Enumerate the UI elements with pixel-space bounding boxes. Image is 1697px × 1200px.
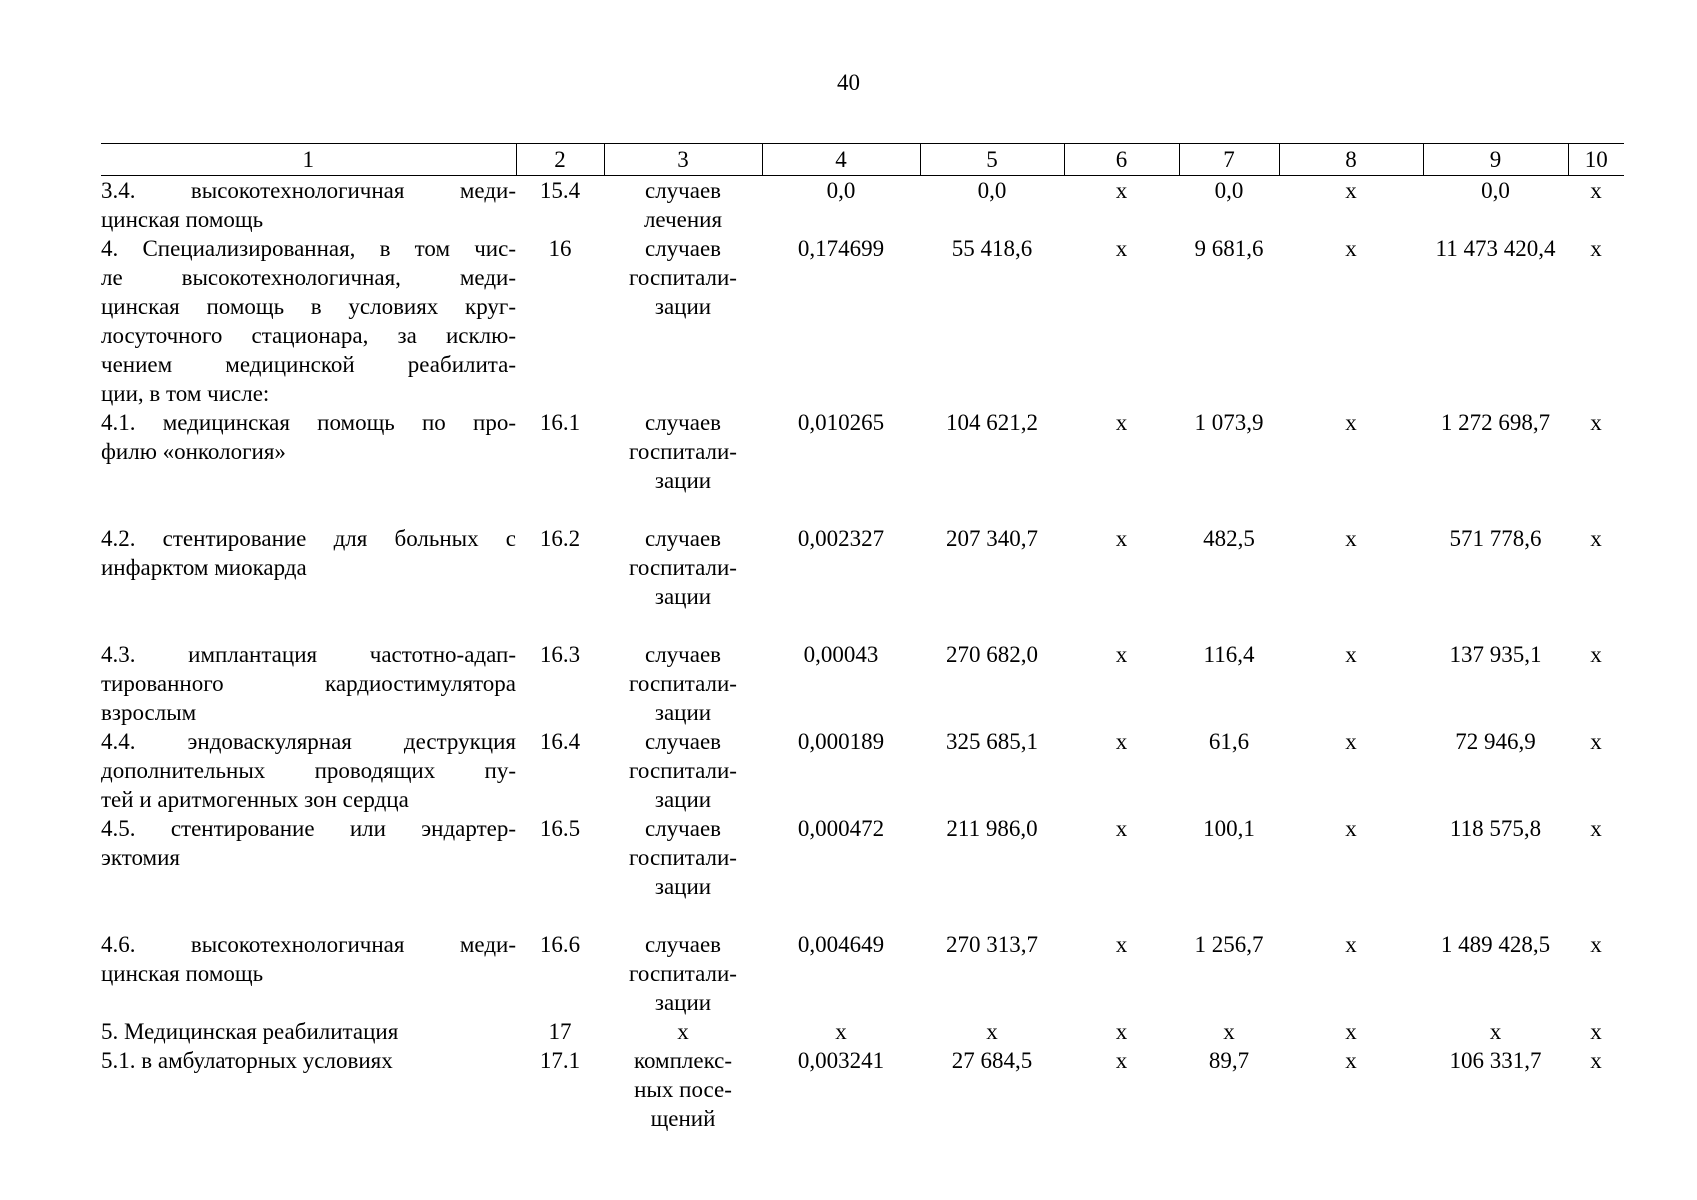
row-value-c5: 270 313,7 [946, 932, 1038, 957]
row-code: 16.1 [539, 410, 581, 435]
row-unit-line: лечения [643, 207, 723, 232]
row-value-c7: 9 681,6 [1194, 236, 1264, 261]
row-name-line: чением медицинской реабилита- [101, 352, 516, 377]
row-value-c4: 0,00043 [803, 642, 879, 667]
row-unit-line: госпитали- [629, 265, 737, 290]
row-value-c9: 1 272 698,7 [1440, 410, 1551, 435]
row-name-line: взрослым [101, 700, 197, 725]
row-unit-line: случаев [644, 236, 722, 261]
row-name-line: цинская помощь в условиях круг- [101, 294, 516, 319]
row-name-line: тей и аритмогенных зон сердца [101, 787, 409, 812]
row-unit-line: зации [654, 787, 712, 812]
row-value-c9: 0,0 [1481, 178, 1510, 203]
row-name-line: эктомия [101, 845, 180, 870]
row-value-c7: 0,0 [1214, 178, 1244, 203]
row-value-c5: 104 621,2 [946, 410, 1038, 435]
row-value-c10: х [1590, 1019, 1602, 1044]
row-code: 16.2 [539, 526, 581, 551]
row-unit-line: госпитали- [629, 555, 737, 580]
row-unit-line: щений [650, 1106, 716, 1131]
row-unit-line: госпитали- [629, 758, 737, 783]
row-unit [604, 234, 762, 408]
row-value-c10: х [1590, 932, 1602, 957]
row-value-c5: 270 682,0 [946, 642, 1038, 667]
row-unit [604, 930, 762, 1017]
row-unit-line: госпитали- [629, 671, 737, 696]
row-value-c9: 137 935,1 [1449, 642, 1542, 667]
row-name-line: филю «онкология» [101, 439, 286, 464]
row-value-c8: х [1345, 1048, 1357, 1073]
data-table [101, 143, 1624, 1133]
row-value-c7: 1 073,9 [1194, 410, 1264, 435]
row-name-line: дополнительных проводящих пу- [101, 758, 516, 783]
table-header-row [101, 144, 1624, 176]
row-name-line: 4.2. стентирование для больных с [101, 526, 516, 551]
row-value-c8: х [1345, 1019, 1357, 1044]
row-value-c6: х [1115, 729, 1128, 754]
row-name-line: 4.5. стентирование или эндартер- [101, 816, 516, 841]
row-unit-line: зации [654, 468, 712, 493]
row-value-c4: 0,000472 [797, 816, 885, 841]
row-value-c7: 89,7 [1208, 1048, 1250, 1073]
row-name [101, 930, 516, 1017]
row-unit-line: зации [654, 874, 712, 899]
row-unit-line: зации [654, 700, 712, 725]
row-code: 16.6 [539, 932, 581, 957]
row-value-c4: 0,000189 [797, 729, 885, 754]
row-unit-line: госпитали- [629, 961, 737, 986]
row-value-c8: х [1345, 236, 1357, 261]
table-row [101, 1017, 1624, 1046]
row-value-c5: 55 418,6 [951, 236, 1033, 261]
row-value-c4: 0,174699 [797, 236, 885, 261]
table-row [101, 408, 1624, 524]
row-value-c9: 106 331,7 [1449, 1048, 1542, 1073]
row-name-line: 4.4. эндоваскулярная деструкция [101, 729, 516, 754]
row-code: 16.3 [539, 642, 581, 667]
column-header: 9 [1423, 144, 1568, 176]
column-header: 8 [1279, 144, 1423, 176]
row-value-c5: х [986, 1019, 998, 1044]
row-value-c4: 0,003241 [797, 1048, 885, 1073]
column-header: 5 [920, 144, 1064, 176]
row-name-line: 5.1. в амбулаторных условиях [101, 1048, 393, 1073]
row-value-c6: х [1115, 816, 1128, 841]
row-unit [604, 408, 762, 524]
row-name [101, 176, 516, 235]
row-value-c8: х [1345, 729, 1357, 754]
row-unit-line: х [677, 1019, 689, 1044]
column-header: 1 [101, 144, 516, 176]
row-value-c10: х [1590, 729, 1602, 754]
row-unit [604, 524, 762, 640]
row-name-line: тированного кардиостимулятора [101, 671, 516, 696]
row-name-line: цинская помощь [101, 961, 264, 986]
row-value-c9: 1 489 428,5 [1440, 932, 1551, 957]
row-value-c8: х [1345, 642, 1357, 667]
row-value-c6: х [1115, 236, 1128, 261]
row-unit-line: ных посе- [634, 1077, 732, 1102]
row-value-c5: 211 986,0 [946, 816, 1038, 841]
table-row [101, 727, 1624, 814]
column-header: 4 [762, 144, 920, 176]
row-name-line: ле высокотехнологичная, меди- [101, 265, 516, 290]
row-code: 17 [548, 1019, 572, 1044]
row-name-line: 5. Медицинская реабилитация [101, 1019, 399, 1044]
row-value-c7: 1 256,7 [1194, 932, 1264, 957]
row-unit-line: госпитали- [629, 845, 737, 870]
row-unit-line: зации [654, 584, 712, 609]
row-name [101, 1046, 516, 1133]
row-value-c10: х [1590, 236, 1602, 261]
row-name-line: ции, в том числе: [101, 381, 270, 406]
table-row [101, 176, 1624, 235]
row-value-c8: х [1345, 178, 1357, 203]
row-name [101, 408, 516, 524]
row-name [101, 524, 516, 640]
table-row [101, 524, 1624, 640]
row-unit [604, 1017, 762, 1046]
row-name [101, 1017, 516, 1046]
column-header: 7 [1179, 144, 1279, 176]
row-value-c6: х [1115, 526, 1128, 551]
row-name-line: 4. Специализированная, в том чис- [101, 236, 516, 261]
row-value-c4: х [835, 1019, 847, 1044]
row-value-c10: х [1590, 526, 1602, 551]
row-code: 16.4 [539, 729, 581, 754]
row-unit-line: случаев [644, 642, 722, 667]
row-value-c7: х [1223, 1019, 1235, 1044]
row-name-line: 3.4. высокотехнологичная меди- [101, 178, 516, 203]
row-unit-line: случаев [644, 526, 722, 551]
row-unit [604, 727, 762, 814]
row-value-c5: 0,0 [977, 178, 1007, 203]
row-unit [604, 1046, 762, 1133]
row-unit-line: случаев [644, 816, 722, 841]
row-value-c9: 118 575,8 [1449, 816, 1542, 841]
row-unit [604, 640, 762, 727]
row-value-c9: 11 473 420,4 [1435, 236, 1556, 261]
row-value-c6: х [1115, 178, 1128, 203]
row-value-c5: 325 685,1 [946, 729, 1038, 754]
row-unit-line: случаев [644, 410, 722, 435]
row-unit-line: госпитали- [629, 439, 737, 464]
row-name [101, 234, 516, 408]
row-value-c7: 482,5 [1203, 526, 1255, 551]
row-value-c6: х [1115, 410, 1128, 435]
row-name-line: 4.6. высокотехнологичная меди- [101, 932, 516, 957]
row-code: 16.5 [539, 816, 581, 841]
row-value-c10: х [1590, 410, 1602, 435]
row-value-c9: х [1489, 1019, 1502, 1044]
row-code: 17.1 [539, 1048, 581, 1073]
row-code: 16 [548, 236, 572, 261]
row-value-c6: х [1115, 642, 1128, 667]
row-name [101, 727, 516, 814]
row-value-c6: х [1115, 1019, 1128, 1044]
row-value-c5: 207 340,7 [946, 526, 1038, 551]
row-value-c10: х [1590, 816, 1602, 841]
row-value-c6: х [1115, 932, 1128, 957]
column-header: 6 [1064, 144, 1179, 176]
table-row [101, 930, 1624, 1017]
table-row [101, 814, 1624, 930]
row-unit-line: случаев [644, 178, 722, 203]
row-value-c6: х [1115, 1048, 1128, 1073]
row-unit-line: зации [654, 294, 712, 319]
row-value-c4: 0,0 [826, 178, 856, 203]
row-value-c4: 0,004649 [797, 932, 885, 957]
row-value-c7: 61,6 [1208, 729, 1250, 754]
page-number: 40 [837, 70, 860, 95]
row-unit-line: комплекс- [633, 1048, 733, 1073]
column-header: 2 [516, 144, 604, 176]
row-value-c9: 72 946,9 [1455, 729, 1536, 754]
row-code: 15.4 [539, 178, 581, 203]
row-value-c4: 0,002327 [797, 526, 885, 551]
row-value-c8: х [1345, 932, 1357, 957]
row-value-c5: 27 684,5 [951, 1048, 1033, 1073]
row-name-line: инфарктом миокарда [101, 555, 307, 580]
row-unit-line: зации [654, 990, 712, 1015]
row-value-c10: х [1590, 1048, 1602, 1073]
row-value-c8: х [1345, 410, 1357, 435]
table-row [101, 640, 1624, 727]
row-unit [604, 176, 762, 235]
row-name-line: цинская помощь [101, 207, 264, 232]
row-name [101, 814, 516, 930]
row-value-c8: х [1345, 816, 1357, 841]
row-value-c7: 100,1 [1203, 816, 1255, 841]
row-unit-line: случаев [644, 932, 722, 957]
row-name-line: 4.3. имплантация частотно-адап- [101, 642, 516, 667]
column-header: 3 [604, 144, 762, 176]
row-value-c4: 0,010265 [797, 410, 885, 435]
row-value-c10: х [1590, 178, 1602, 203]
table-row [101, 1046, 1624, 1133]
row-value-c9: 571 778,6 [1449, 526, 1542, 551]
row-name-line: 4.1. медицинская помощь по про- [101, 410, 516, 435]
row-name [101, 640, 516, 727]
table-row [101, 234, 1624, 408]
column-header: 10 [1568, 144, 1624, 176]
row-value-c8: х [1345, 526, 1357, 551]
row-value-c7: 116,4 [1203, 642, 1255, 667]
row-value-c10: х [1590, 642, 1602, 667]
row-unit [604, 814, 762, 930]
row-name-line: лосуточного стационара, за исклю- [101, 323, 516, 348]
row-unit-line: случаев [644, 729, 722, 754]
